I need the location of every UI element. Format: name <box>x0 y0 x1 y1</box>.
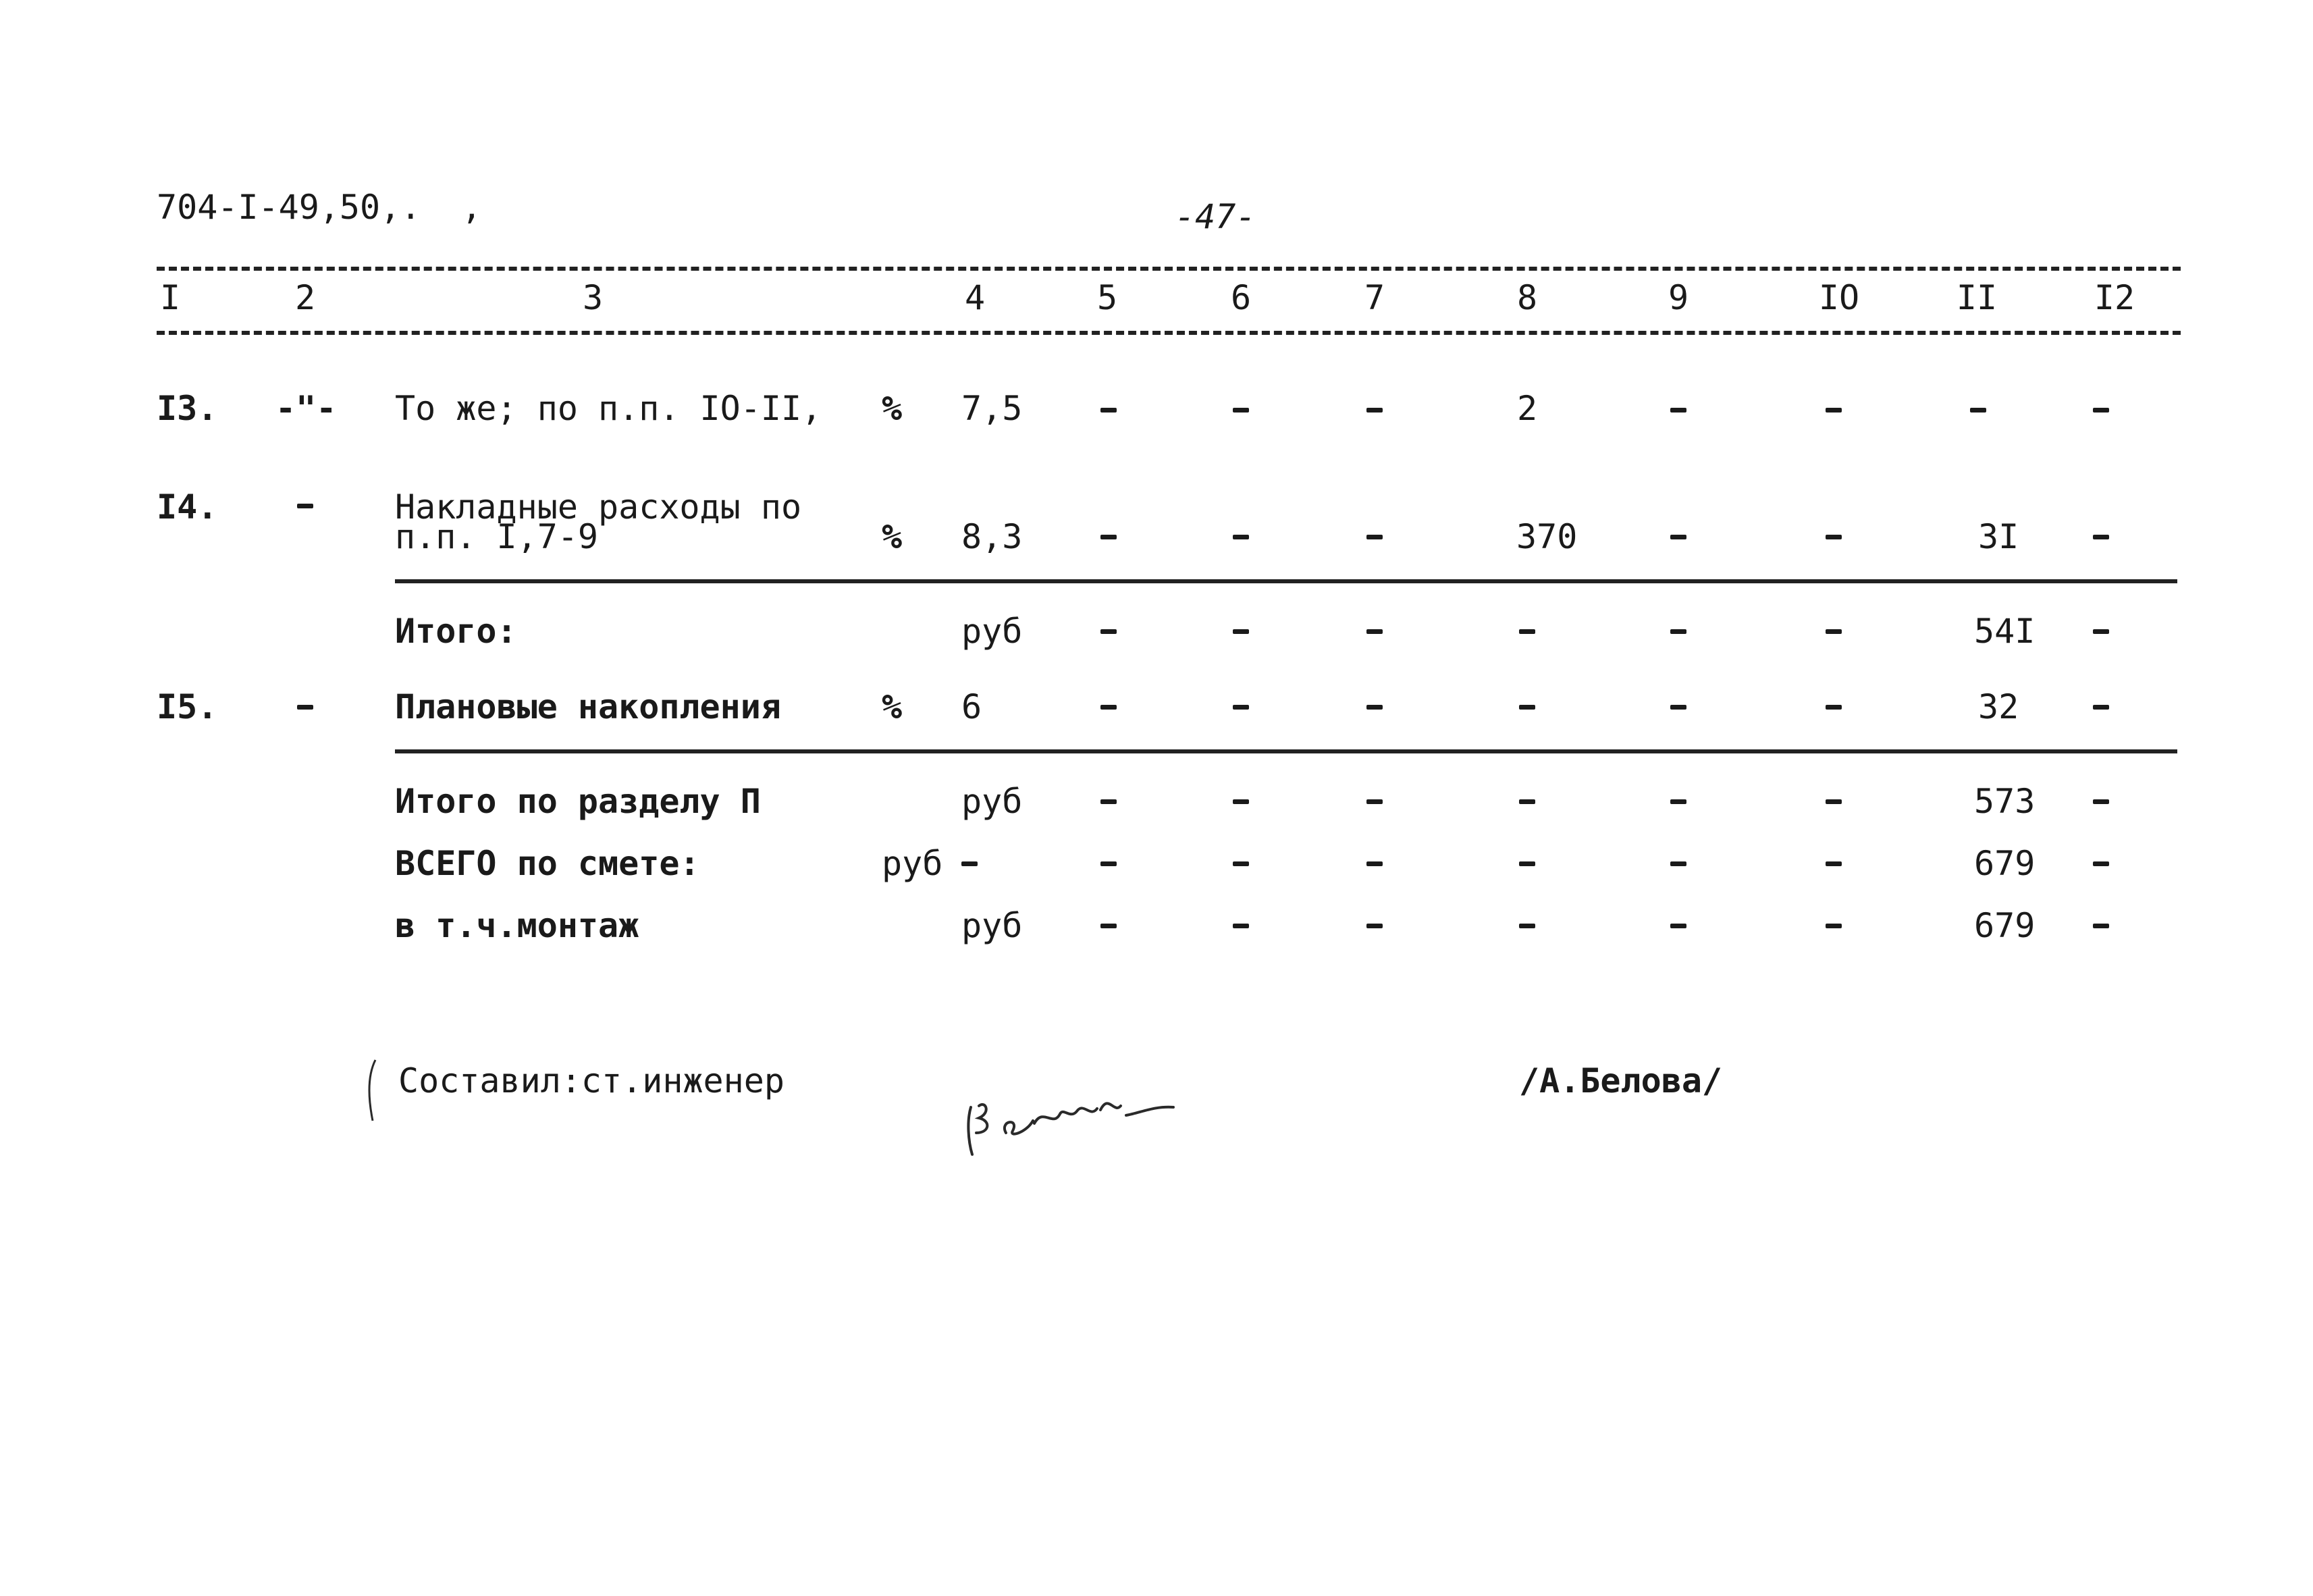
row-col5 <box>1100 924 1117 928</box>
row-col7 <box>1366 629 1383 634</box>
column-header-8: 8 <box>1516 278 1538 317</box>
row-col9 <box>1670 799 1686 804</box>
row-col4: руб <box>961 612 1023 651</box>
row-number: I4. <box>157 487 218 527</box>
row-col10 <box>1826 924 1842 928</box>
column-header-12: I2 <box>2094 278 2135 317</box>
column-header-7: 7 <box>1364 278 1385 317</box>
column-header-2: 2 <box>294 278 316 317</box>
row-col11: 679 <box>1974 844 2036 883</box>
row-col5 <box>1100 861 1117 866</box>
row-col8 <box>1519 861 1535 866</box>
row-unit: руб <box>882 844 943 883</box>
row-col8 <box>1519 924 1535 928</box>
row-col8: 2 <box>1516 389 1538 428</box>
row-col9 <box>1670 924 1686 928</box>
row-description: То же; по п.п. IO-II, <box>395 389 822 428</box>
column-header-4: 4 <box>964 278 986 317</box>
section-total-rule <box>395 749 2177 753</box>
row-col8: 370 <box>1516 517 1578 556</box>
column-header-5: 5 <box>1096 278 1118 317</box>
signatory-name: /А.Белова/ <box>1519 1061 1723 1100</box>
row-unit: % <box>882 389 903 428</box>
row-col11: 54I <box>1974 612 2036 651</box>
row-col11: 3I <box>1978 517 2019 556</box>
row-col4 <box>961 861 978 866</box>
row-col4: руб <box>961 782 1023 821</box>
row-col8 <box>1519 629 1535 634</box>
row-col5 <box>1100 629 1117 634</box>
row-unit: % <box>882 517 903 556</box>
row-col12 <box>2093 408 2109 413</box>
row-col5 <box>1100 535 1117 539</box>
compiled-by-label: Составил:ст.инженер <box>398 1061 785 1100</box>
row-col11 <box>1970 408 1986 413</box>
row-ref <box>297 705 313 710</box>
margin-mark <box>362 1033 389 1127</box>
row-description: Плановые накопления <box>395 687 781 726</box>
row-col11: 32 <box>1978 687 2019 726</box>
column-header-9: 9 <box>1668 278 1689 317</box>
row-col7 <box>1366 705 1383 710</box>
row-col12 <box>2093 705 2109 710</box>
row-ref: -"- <box>275 389 337 428</box>
header-bottom-rule <box>157 331 2181 335</box>
column-header-3: 3 <box>582 278 604 317</box>
row-col5 <box>1100 799 1117 804</box>
column-header-10: IO <box>1818 278 1860 317</box>
row-col4: руб <box>961 906 1023 945</box>
row-number: I5. <box>157 687 218 726</box>
row-col8 <box>1519 799 1535 804</box>
row-ref <box>297 504 313 508</box>
row-description: Итого: <box>395 612 517 651</box>
row-col6 <box>1233 629 1249 634</box>
row-col10 <box>1826 705 1842 710</box>
row-col11: 679 <box>1974 906 2036 945</box>
row-col10 <box>1826 799 1842 804</box>
row-col12 <box>2093 799 2109 804</box>
handwritten-signature <box>959 1053 1181 1168</box>
row-col12 <box>2093 924 2109 928</box>
row-col4: 7,5 <box>961 389 1023 428</box>
row-col5 <box>1100 408 1117 413</box>
row-col12 <box>2093 535 2109 539</box>
row-col10 <box>1826 861 1842 866</box>
row-col10 <box>1826 408 1842 413</box>
subtotal-rule <box>395 579 2177 583</box>
column-header-1: I <box>159 278 181 317</box>
header-top-rule <box>157 267 2181 271</box>
column-header-11: II <box>1956 278 1998 317</box>
page-number: -47- <box>1175 197 1256 236</box>
row-col9 <box>1670 535 1686 539</box>
row-col9 <box>1670 408 1686 413</box>
row-col6 <box>1233 799 1249 804</box>
row-col9 <box>1670 861 1686 866</box>
row-description: Накладные расходы по <box>395 487 802 527</box>
row-col4: 8,3 <box>961 517 1023 556</box>
row-col7 <box>1366 408 1383 413</box>
row-col6 <box>1233 535 1249 539</box>
row-description: ВСЕГО по смете: <box>395 844 700 883</box>
row-col9 <box>1670 705 1686 710</box>
row-col10 <box>1826 629 1842 634</box>
row-description: Итого по разделу П <box>395 782 761 821</box>
row-description-line2: п.п. I,7-9 <box>395 517 599 556</box>
row-col11: 573 <box>1974 782 2036 821</box>
row-unit: % <box>882 687 903 726</box>
row-description: в т.ч.монтаж <box>395 906 639 945</box>
row-col10 <box>1826 535 1842 539</box>
row-col9 <box>1670 629 1686 634</box>
row-col6 <box>1233 705 1249 710</box>
column-header-6: 6 <box>1230 278 1252 317</box>
row-col5 <box>1100 705 1117 710</box>
row-number: I3. <box>157 389 218 428</box>
row-col4: 6 <box>961 687 982 726</box>
row-col7 <box>1366 861 1383 866</box>
row-col7 <box>1366 535 1383 539</box>
row-col7 <box>1366 924 1383 928</box>
document-code: 704-I-49,50,. , <box>157 188 482 227</box>
row-col7 <box>1366 799 1383 804</box>
row-col8 <box>1519 705 1535 710</box>
row-col6 <box>1233 924 1249 928</box>
row-col12 <box>2093 861 2109 866</box>
row-col12 <box>2093 629 2109 634</box>
row-col6 <box>1233 408 1249 413</box>
row-col6 <box>1233 861 1249 866</box>
